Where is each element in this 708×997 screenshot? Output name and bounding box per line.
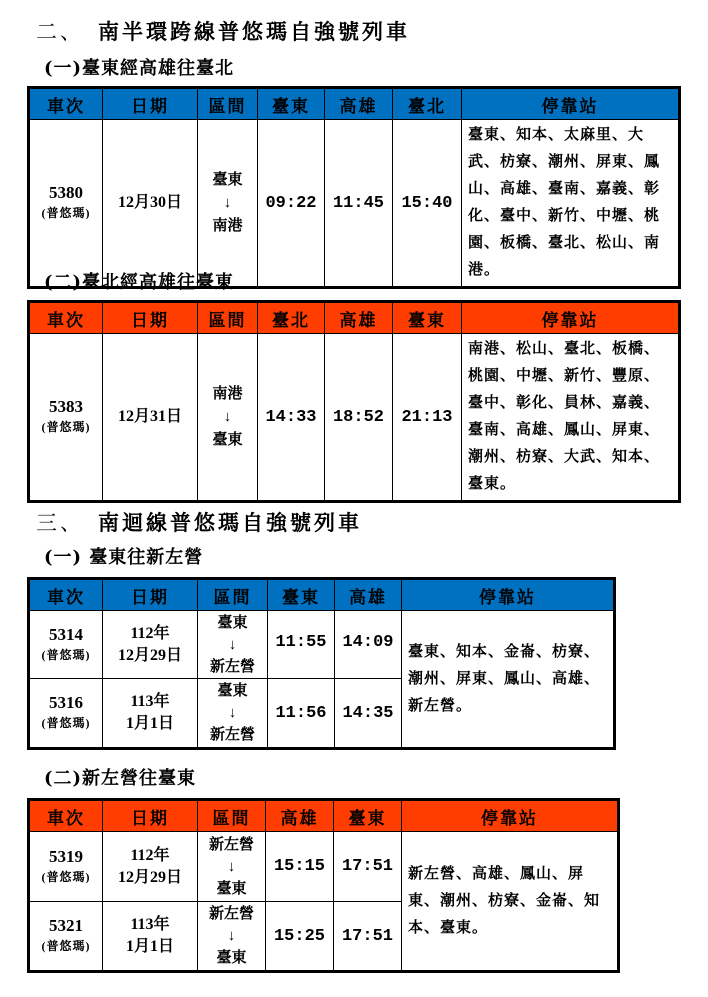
column-header: 臺東 bbox=[393, 302, 462, 334]
route-from: 新左營 bbox=[208, 906, 254, 922]
table-row bbox=[29, 832, 619, 902]
column-header: 臺東 bbox=[334, 800, 402, 832]
stops-cell: 新左營、高雄、鳳山、屏東、潮州、枋寮、金崙、知本、臺東。 bbox=[402, 832, 619, 972]
arrow-down-icon: ↓ bbox=[223, 408, 232, 425]
date-cell: 12月30日 bbox=[103, 120, 198, 288]
route-cell bbox=[198, 120, 258, 288]
column-header: 區間 bbox=[198, 579, 268, 611]
section-title: 南迴線普悠瑪自強號列車 bbox=[98, 510, 362, 535]
column-header: 停靠站 bbox=[402, 579, 615, 611]
table-header-row bbox=[29, 800, 619, 832]
time-cell: 21:13 bbox=[393, 334, 462, 502]
route-from: 新左營 bbox=[208, 836, 254, 853]
subsection-title: (二)新左營往臺東 bbox=[44, 768, 197, 789]
column-header: 日期 bbox=[103, 88, 198, 120]
date-year: 112年 bbox=[130, 624, 170, 642]
column-header: 高雄 bbox=[325, 302, 393, 334]
route-to: 新左營 bbox=[209, 658, 255, 675]
arrow-down-icon: ↓ bbox=[227, 928, 236, 944]
train-number: 5319 bbox=[49, 846, 83, 866]
date-cell bbox=[103, 902, 198, 972]
train-number-cell bbox=[29, 902, 103, 972]
section-title: 南半環跨線普悠瑪自強號列車 bbox=[98, 19, 410, 44]
route-from: 臺東 bbox=[217, 683, 248, 699]
schedule-table-taipei-to-taitung bbox=[27, 300, 681, 503]
column-header: 區間 bbox=[198, 88, 258, 120]
date-cell: 12月31日 bbox=[103, 334, 198, 502]
column-header: 區間 bbox=[198, 302, 258, 334]
column-header: 停靠站 bbox=[462, 88, 680, 120]
train-type: (普悠瑪) bbox=[41, 206, 91, 220]
time-cell: 17:51 bbox=[334, 902, 402, 972]
column-header: 區間 bbox=[198, 800, 266, 832]
time-cell: 09:22 bbox=[258, 120, 325, 288]
time-cell: 11:55 bbox=[268, 611, 335, 679]
table-header-row bbox=[29, 302, 680, 334]
date-day: 12月29日 bbox=[117, 646, 182, 664]
table-header-row bbox=[29, 88, 680, 120]
arrow-down-icon: ↓ bbox=[228, 636, 237, 653]
schedule-table-taitung-to-xinzuoying bbox=[27, 577, 616, 750]
time-cell: 18:52 bbox=[325, 334, 393, 502]
column-header: 臺東 bbox=[258, 88, 325, 120]
stops-cell: 南港、松山、臺北、板橋、桃園、中壢、新竹、豐原、臺中、彰化、員林、嘉義、臺南、高雄、鳳山、屏東、潮州、枋寮、大武、知本、臺東。 bbox=[462, 334, 680, 502]
time-cell: 15:40 bbox=[393, 120, 462, 288]
column-header: 臺北 bbox=[393, 88, 462, 120]
time-cell: 14:35 bbox=[335, 679, 402, 749]
train-number-cell bbox=[29, 334, 103, 502]
column-header: 日期 bbox=[103, 302, 198, 334]
route-to: 南港 bbox=[212, 217, 243, 234]
route-cell bbox=[198, 832, 266, 902]
column-header: 高雄 bbox=[335, 579, 402, 611]
schedule-table-xinzuoying-to-taitung bbox=[27, 798, 620, 973]
train-number: 5314 bbox=[49, 624, 83, 644]
column-header: 車次 bbox=[29, 579, 103, 611]
route-cell bbox=[198, 611, 268, 679]
route-cell bbox=[198, 334, 258, 502]
date-day: 1月1日 bbox=[125, 715, 174, 732]
column-header: 臺東 bbox=[268, 579, 335, 611]
train-type: (普悠瑪) bbox=[41, 647, 91, 662]
stops-cell: 臺東、知本、太麻里、大武、枋寮、潮州、屏東、鳳山、高雄、臺南、嘉義、彰化、臺中、新竹、中壢、桃園、板橋、臺北、松山、南港。 bbox=[462, 120, 680, 288]
column-header: 日期 bbox=[103, 579, 198, 611]
time-cell: 15:25 bbox=[266, 902, 334, 972]
stops-cell: 臺東、知本、金崙、枋寮、潮州、屏東、鳳山、高雄、新左營。 bbox=[402, 611, 615, 749]
route-from: 臺東 bbox=[217, 614, 248, 631]
train-number-cell bbox=[29, 679, 103, 749]
route-from: 南港 bbox=[212, 385, 243, 402]
column-header: 車次 bbox=[29, 800, 103, 832]
section-number: 二、 bbox=[36, 20, 84, 44]
column-header: 高雄 bbox=[266, 800, 334, 832]
train-number-cell bbox=[29, 120, 103, 288]
train-number: 5383 bbox=[49, 397, 83, 416]
date-year: 113年 bbox=[130, 916, 170, 933]
subsection-title: (二)臺北經高雄往臺東 bbox=[44, 272, 235, 293]
table-header-row bbox=[29, 579, 615, 611]
date-cell bbox=[103, 679, 198, 749]
table-row bbox=[29, 120, 680, 288]
date-cell bbox=[103, 832, 198, 902]
train-type: (普悠瑪) bbox=[41, 716, 91, 730]
train-type: (普悠瑪) bbox=[41, 420, 91, 434]
train-number: 5321 bbox=[49, 916, 83, 935]
train-type: (普悠瑪) bbox=[41, 869, 91, 884]
time-cell: 15:15 bbox=[266, 832, 334, 902]
column-header: 車次 bbox=[29, 302, 103, 334]
date-day: 1月1日 bbox=[125, 938, 174, 955]
column-header: 車次 bbox=[29, 88, 103, 120]
time-cell: 17:51 bbox=[334, 832, 402, 902]
subsection-title: (一)臺東經高雄往臺北 bbox=[44, 58, 235, 79]
train-number: 5316 bbox=[49, 693, 83, 712]
train-number: 5380 bbox=[49, 183, 83, 202]
date-cell bbox=[103, 611, 198, 679]
time-cell: 14:09 bbox=[335, 611, 402, 679]
route-to: 新左營 bbox=[209, 727, 255, 743]
time-cell: 11:56 bbox=[268, 679, 335, 749]
section-heading-3 bbox=[36, 507, 362, 537]
route-from: 臺東 bbox=[212, 171, 243, 188]
section-heading-2 bbox=[36, 16, 410, 46]
route-cell bbox=[198, 679, 268, 749]
train-number-cell bbox=[29, 832, 103, 902]
time-cell: 11:45 bbox=[325, 120, 393, 288]
arrow-down-icon: ↓ bbox=[227, 858, 236, 875]
subsection-title: (一) 臺東往新左營 bbox=[44, 547, 204, 568]
route-cell bbox=[198, 902, 266, 972]
column-header: 高雄 bbox=[325, 88, 393, 120]
schedule-table-taitung-to-taipei bbox=[27, 86, 681, 289]
time-cell: 14:33 bbox=[258, 334, 325, 502]
train-type: (普悠瑪) bbox=[41, 939, 91, 953]
column-header: 停靠站 bbox=[402, 800, 619, 832]
table-row bbox=[29, 334, 680, 502]
column-header: 日期 bbox=[103, 800, 198, 832]
route-to: 臺東 bbox=[216, 880, 247, 897]
arrow-down-icon: ↓ bbox=[223, 194, 232, 211]
arrow-down-icon: ↓ bbox=[228, 705, 237, 721]
column-header: 停靠站 bbox=[462, 302, 680, 334]
date-day: 12月29日 bbox=[117, 868, 182, 886]
date-year: 113年 bbox=[130, 693, 170, 710]
date-year: 112年 bbox=[130, 846, 170, 864]
route-to: 臺東 bbox=[216, 950, 247, 966]
train-number-cell bbox=[29, 611, 103, 679]
column-header: 臺北 bbox=[258, 302, 325, 334]
section-number: 三、 bbox=[36, 511, 84, 535]
table-row bbox=[29, 611, 615, 679]
route-to: 臺東 bbox=[212, 431, 243, 448]
